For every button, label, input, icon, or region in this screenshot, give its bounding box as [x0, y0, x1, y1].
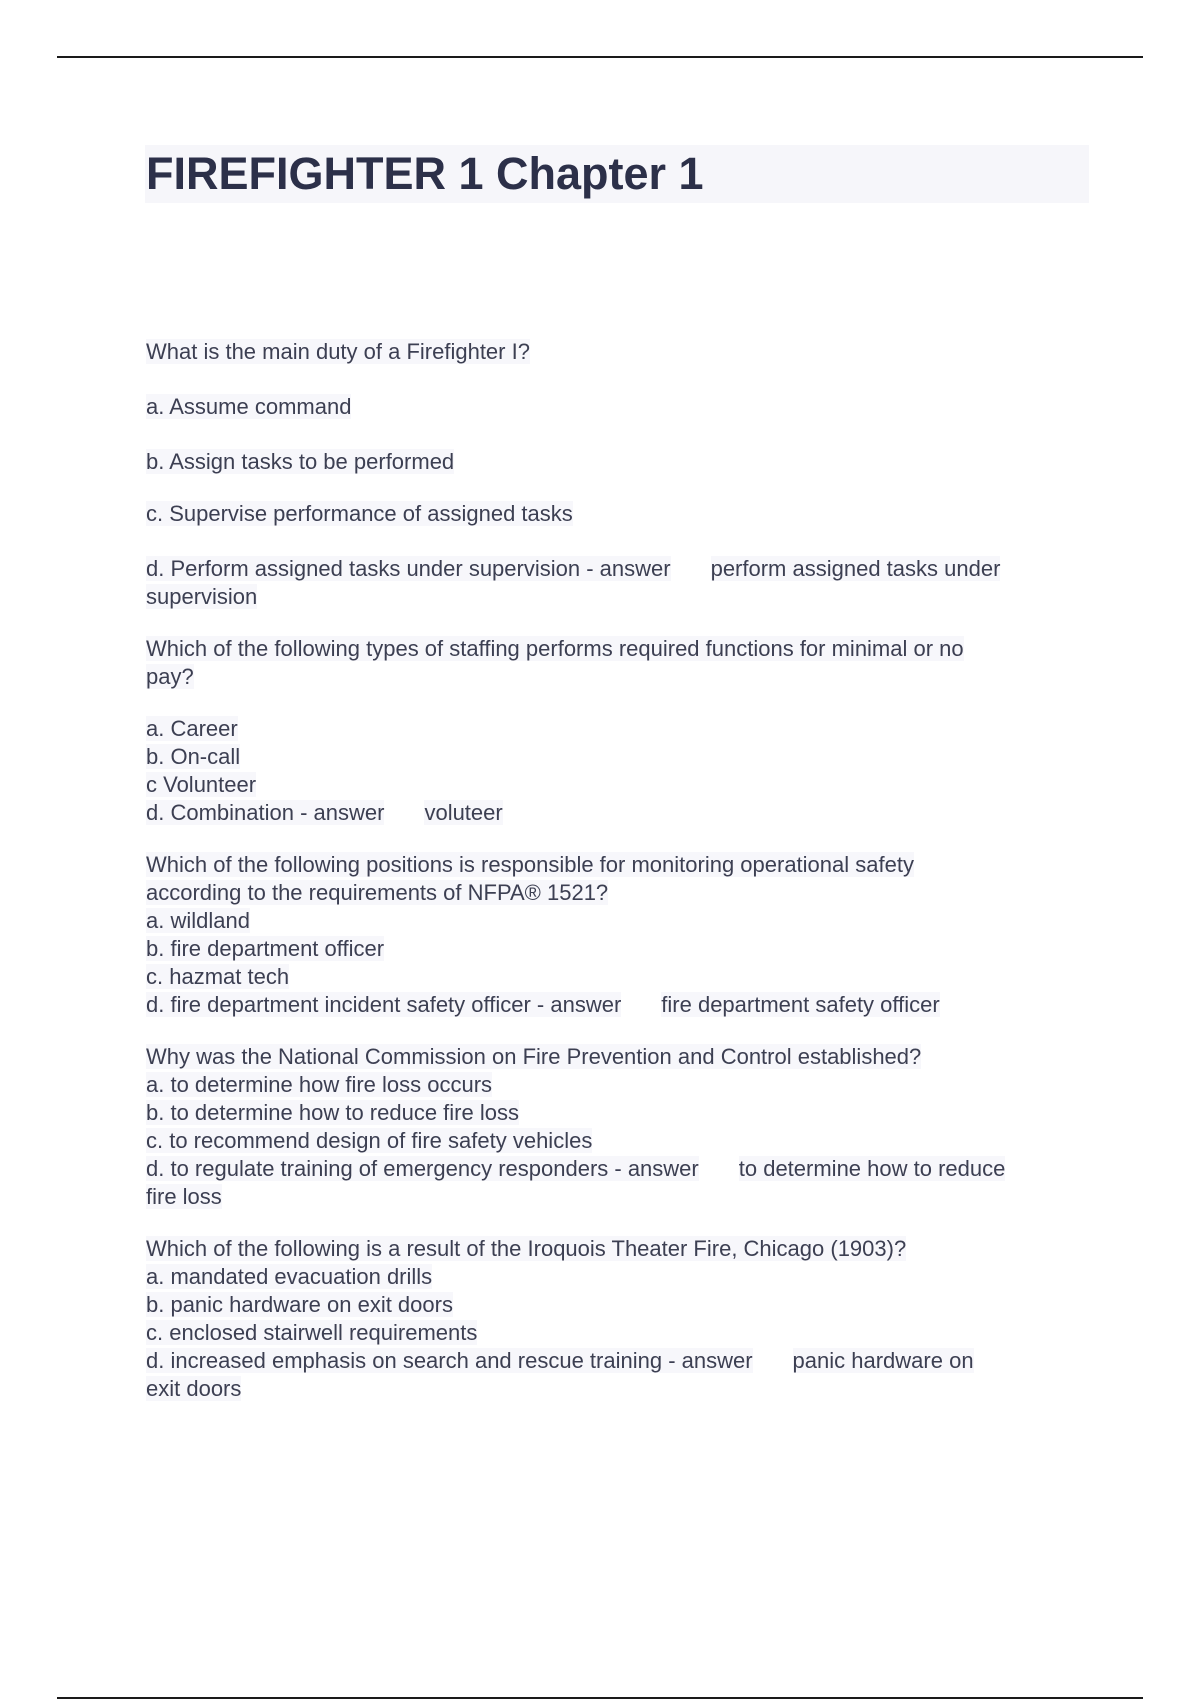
question-3-option-d: d. fire department incident safety officer - answer: [146, 992, 622, 1017]
question-2: [146, 635, 1096, 827]
question-5-answer: panic hardware on: [792, 1348, 974, 1373]
question-1-text: What is the main duty of a Firefighter I?: [146, 339, 530, 364]
question-4-answer: to determine how to reduce: [738, 1156, 1006, 1181]
question-3-option-c: c. hazmat tech: [146, 964, 290, 989]
question-3-text-line2: according to the requirements of NFPA® 1521?: [146, 880, 609, 905]
question-3-option-b: b. fire department officer: [146, 936, 385, 961]
question-3: [146, 851, 1096, 1019]
question-2-option-c: c Volunteer: [146, 772, 257, 797]
question-1-option-a: a. Assume command: [146, 394, 352, 419]
question-2-option-d: d. Combination - answer: [146, 800, 385, 825]
question-1-answer: perform assigned tasks under: [710, 556, 1001, 581]
question-2-option-b: b. On-call: [146, 744, 241, 769]
question-5-answer-cont: exit doors: [146, 1376, 242, 1401]
question-5-option-c: c. enclosed stairwell requirements: [146, 1320, 478, 1345]
top-rule: [57, 56, 1143, 58]
question-4-option-c: c. to recommend design of fire safety vehicles: [146, 1128, 593, 1153]
question-5-text: Which of the following is a result of the Iroquois Theater Fire, Chicago (1903)?: [146, 1236, 907, 1261]
question-4-option-d: d. to regulate training of emergency responders - answer: [146, 1156, 699, 1181]
question-5-option-b: b. panic hardware on exit doors: [146, 1292, 453, 1317]
question-list: [146, 338, 1096, 1403]
question-3-option-a: a. wildland: [146, 908, 250, 933]
question-1-option-c: c. Supervise performance of assigned tasks: [146, 501, 573, 526]
question-3-answer: fire department safety officer: [661, 992, 940, 1017]
question-5-option-a: a. mandated evacuation drills: [146, 1264, 433, 1289]
question-4-option-a: a. to determine how fire loss occurs: [146, 1072, 493, 1097]
question-2-answer: voluteer: [424, 800, 503, 825]
document-title: FIREFIGHTER 1 Chapter 1: [146, 148, 704, 199]
bottom-rule: [57, 1697, 1143, 1699]
question-2-text-line1: Which of the following types of staffing performs required functions for minimal or no: [146, 636, 964, 661]
question-3-text-line1: Which of the following positions is responsible for monitoring operational safety: [146, 852, 914, 877]
question-2-option-a: a. Career: [146, 716, 238, 741]
question-4-text: Why was the National Commission on Fire Prevention and Control established?: [146, 1044, 922, 1069]
question-5: [146, 1235, 1096, 1403]
question-4-option-b: b. to determine how to reduce fire loss: [146, 1100, 519, 1125]
question-1-answer-cont: supervision: [146, 584, 258, 609]
question-1-option-b: b. Assign tasks to be performed: [146, 449, 455, 474]
question-4: [146, 1043, 1096, 1211]
question-4-answer-cont: fire loss: [146, 1184, 222, 1209]
question-5-option-d: d. increased emphasis on search and rescue training - answer: [146, 1348, 753, 1373]
question-1: [146, 338, 1096, 611]
question-2-text-line2: pay?: [146, 664, 194, 689]
question-1-option-d: d. Perform assigned tasks under supervision - answer: [146, 556, 671, 581]
